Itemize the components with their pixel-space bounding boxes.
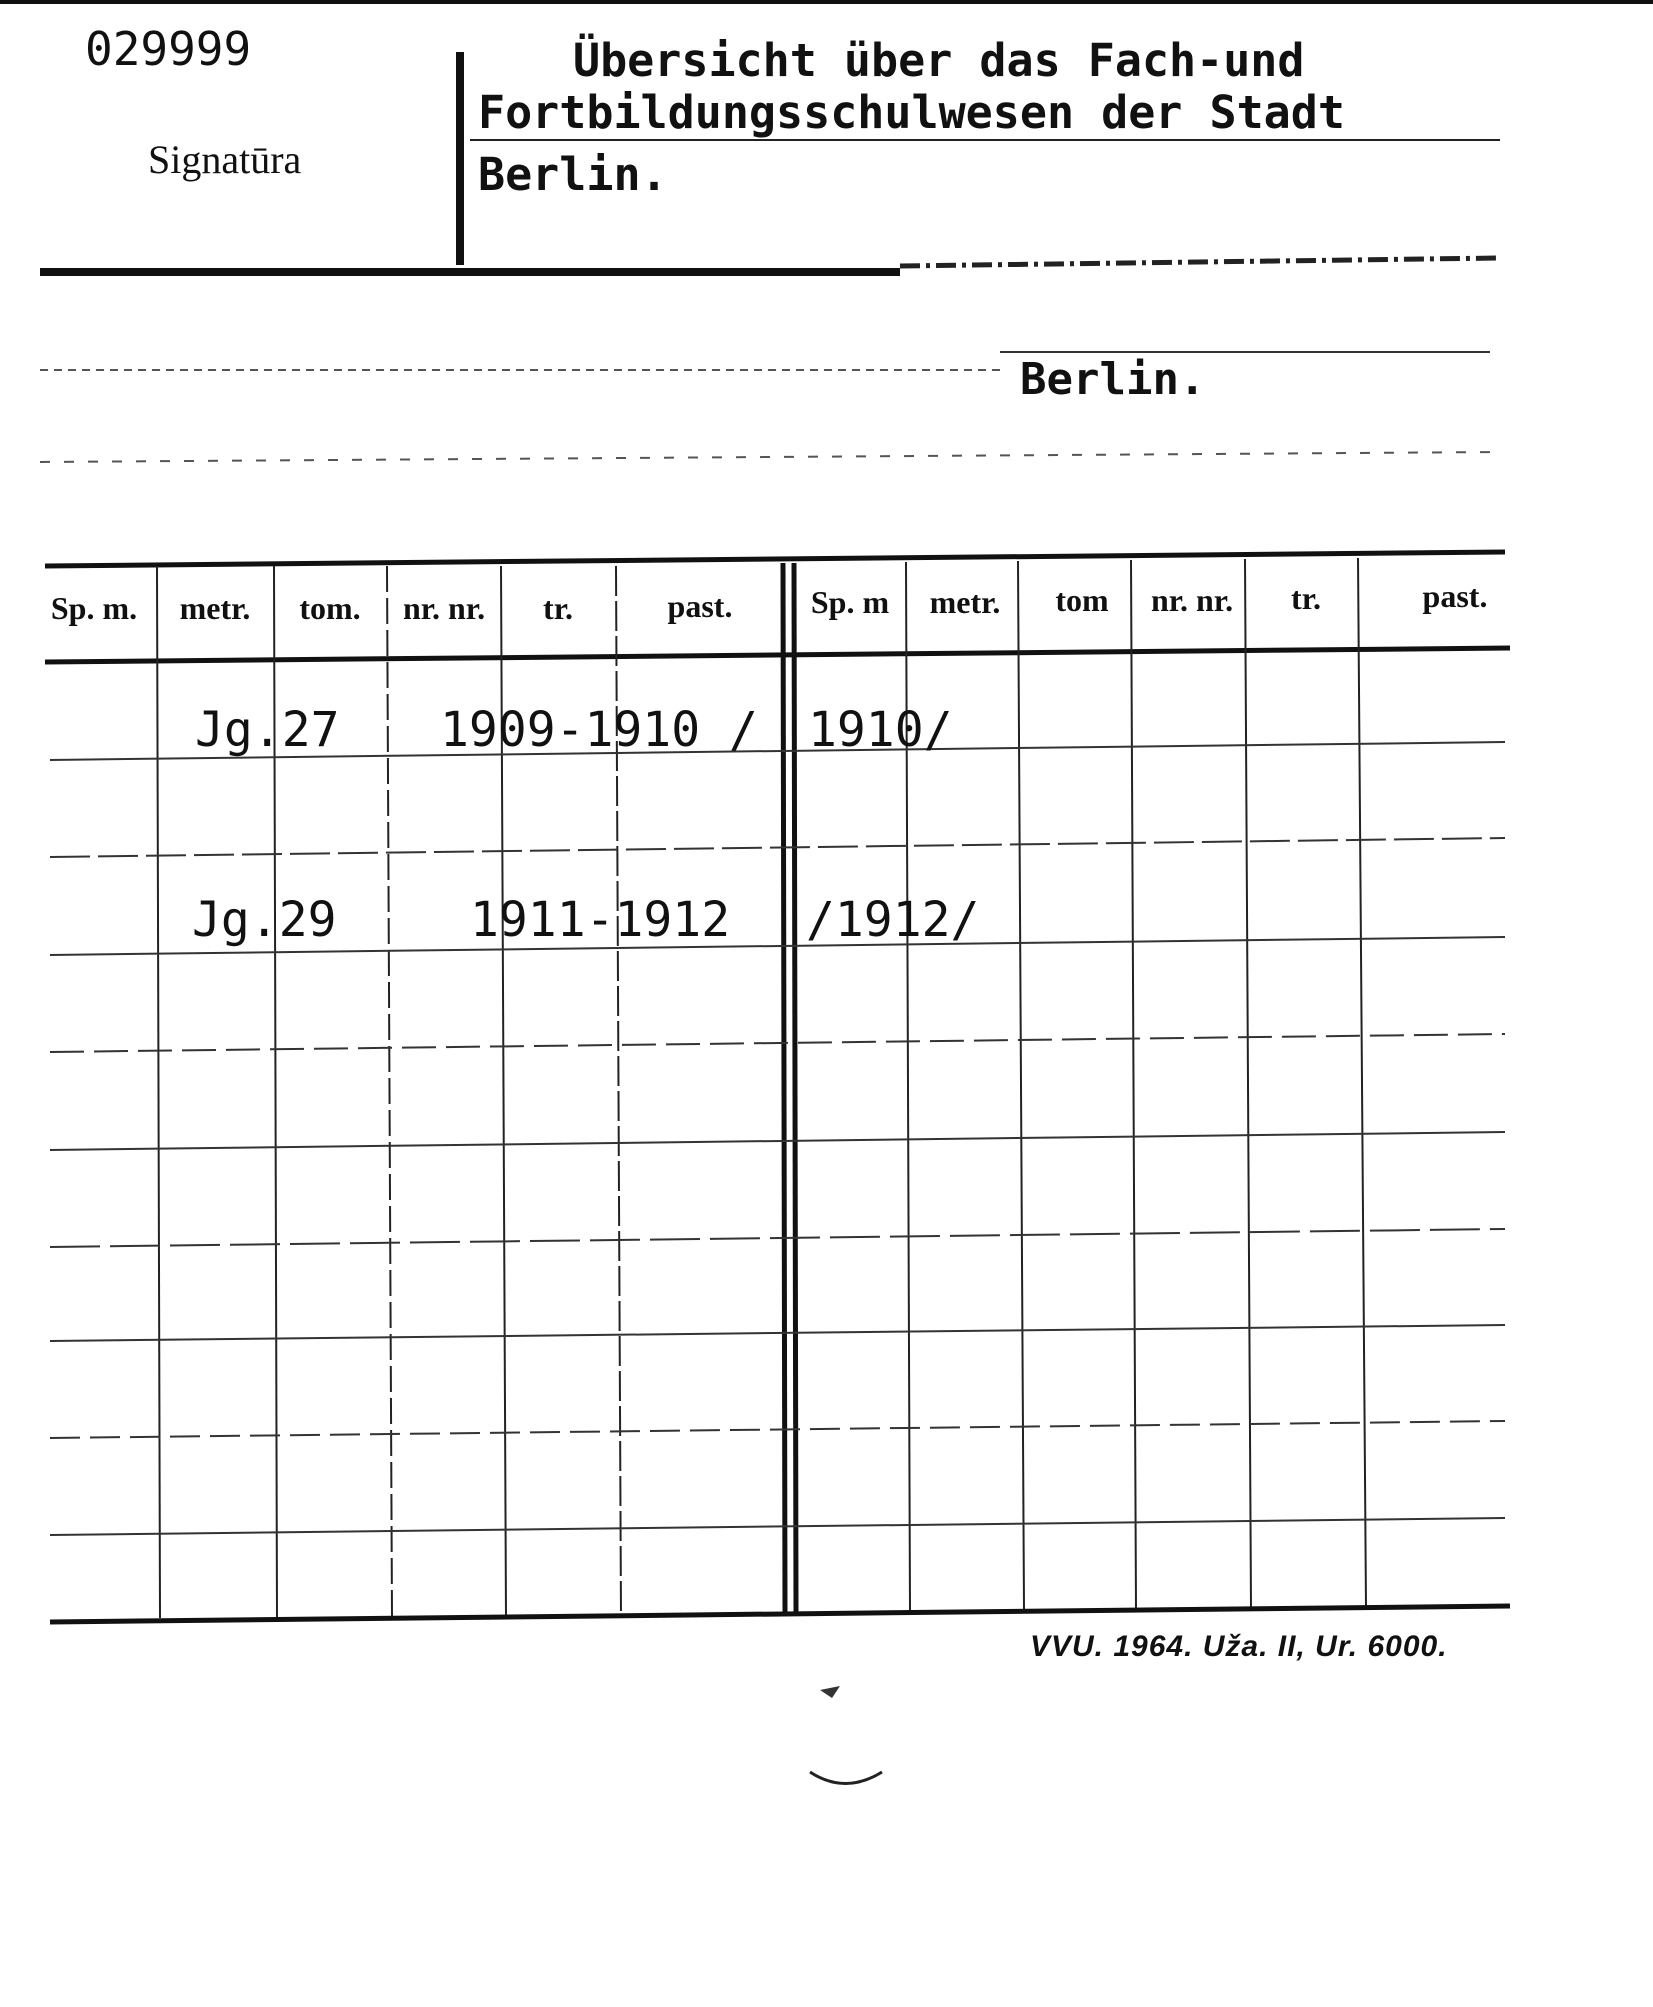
header-sp-m: Sp. m. (50, 590, 138, 626)
header-metr: metr. (179, 590, 251, 626)
header-nr-nr: nr. nr. (402, 590, 486, 626)
row-2-years: 1911-1912 (470, 892, 731, 948)
header-tr-right: tr. (1291, 580, 1321, 616)
row-2-volume: Jg.29 (192, 892, 337, 948)
header-metr-right: metr. (929, 584, 1001, 620)
header-past: past. (667, 588, 733, 624)
row-2-right: /1912/ (806, 892, 980, 948)
title-line-2: Fortbildungsschulwesen der Stadt (478, 86, 1345, 139)
row-1-volume: Jg.27 (195, 702, 340, 758)
header-tom: tom. (299, 590, 361, 626)
header-past-right: past. (1422, 578, 1488, 614)
title-line-3: Berlin. (478, 148, 668, 201)
row-1-right: 1910/ (808, 702, 953, 758)
printer-note: VVU. 1964. Uža. II, Ur. 6000. (1030, 1630, 1448, 1663)
header-nr-nr-right: nr. nr. (1150, 582, 1234, 618)
title-line-1: Übersicht über das Fach-und (573, 34, 1305, 87)
card-number: 029999 (85, 22, 252, 76)
signature-label: Signatūra (148, 137, 302, 182)
header-sp-m-right: Sp. m (810, 584, 890, 620)
place-text: Berlin. (1020, 354, 1206, 405)
row-1-years: 1909-1910 / (440, 702, 758, 758)
header-tom-right: tom (1055, 582, 1109, 618)
header-tr: tr. (543, 590, 573, 626)
